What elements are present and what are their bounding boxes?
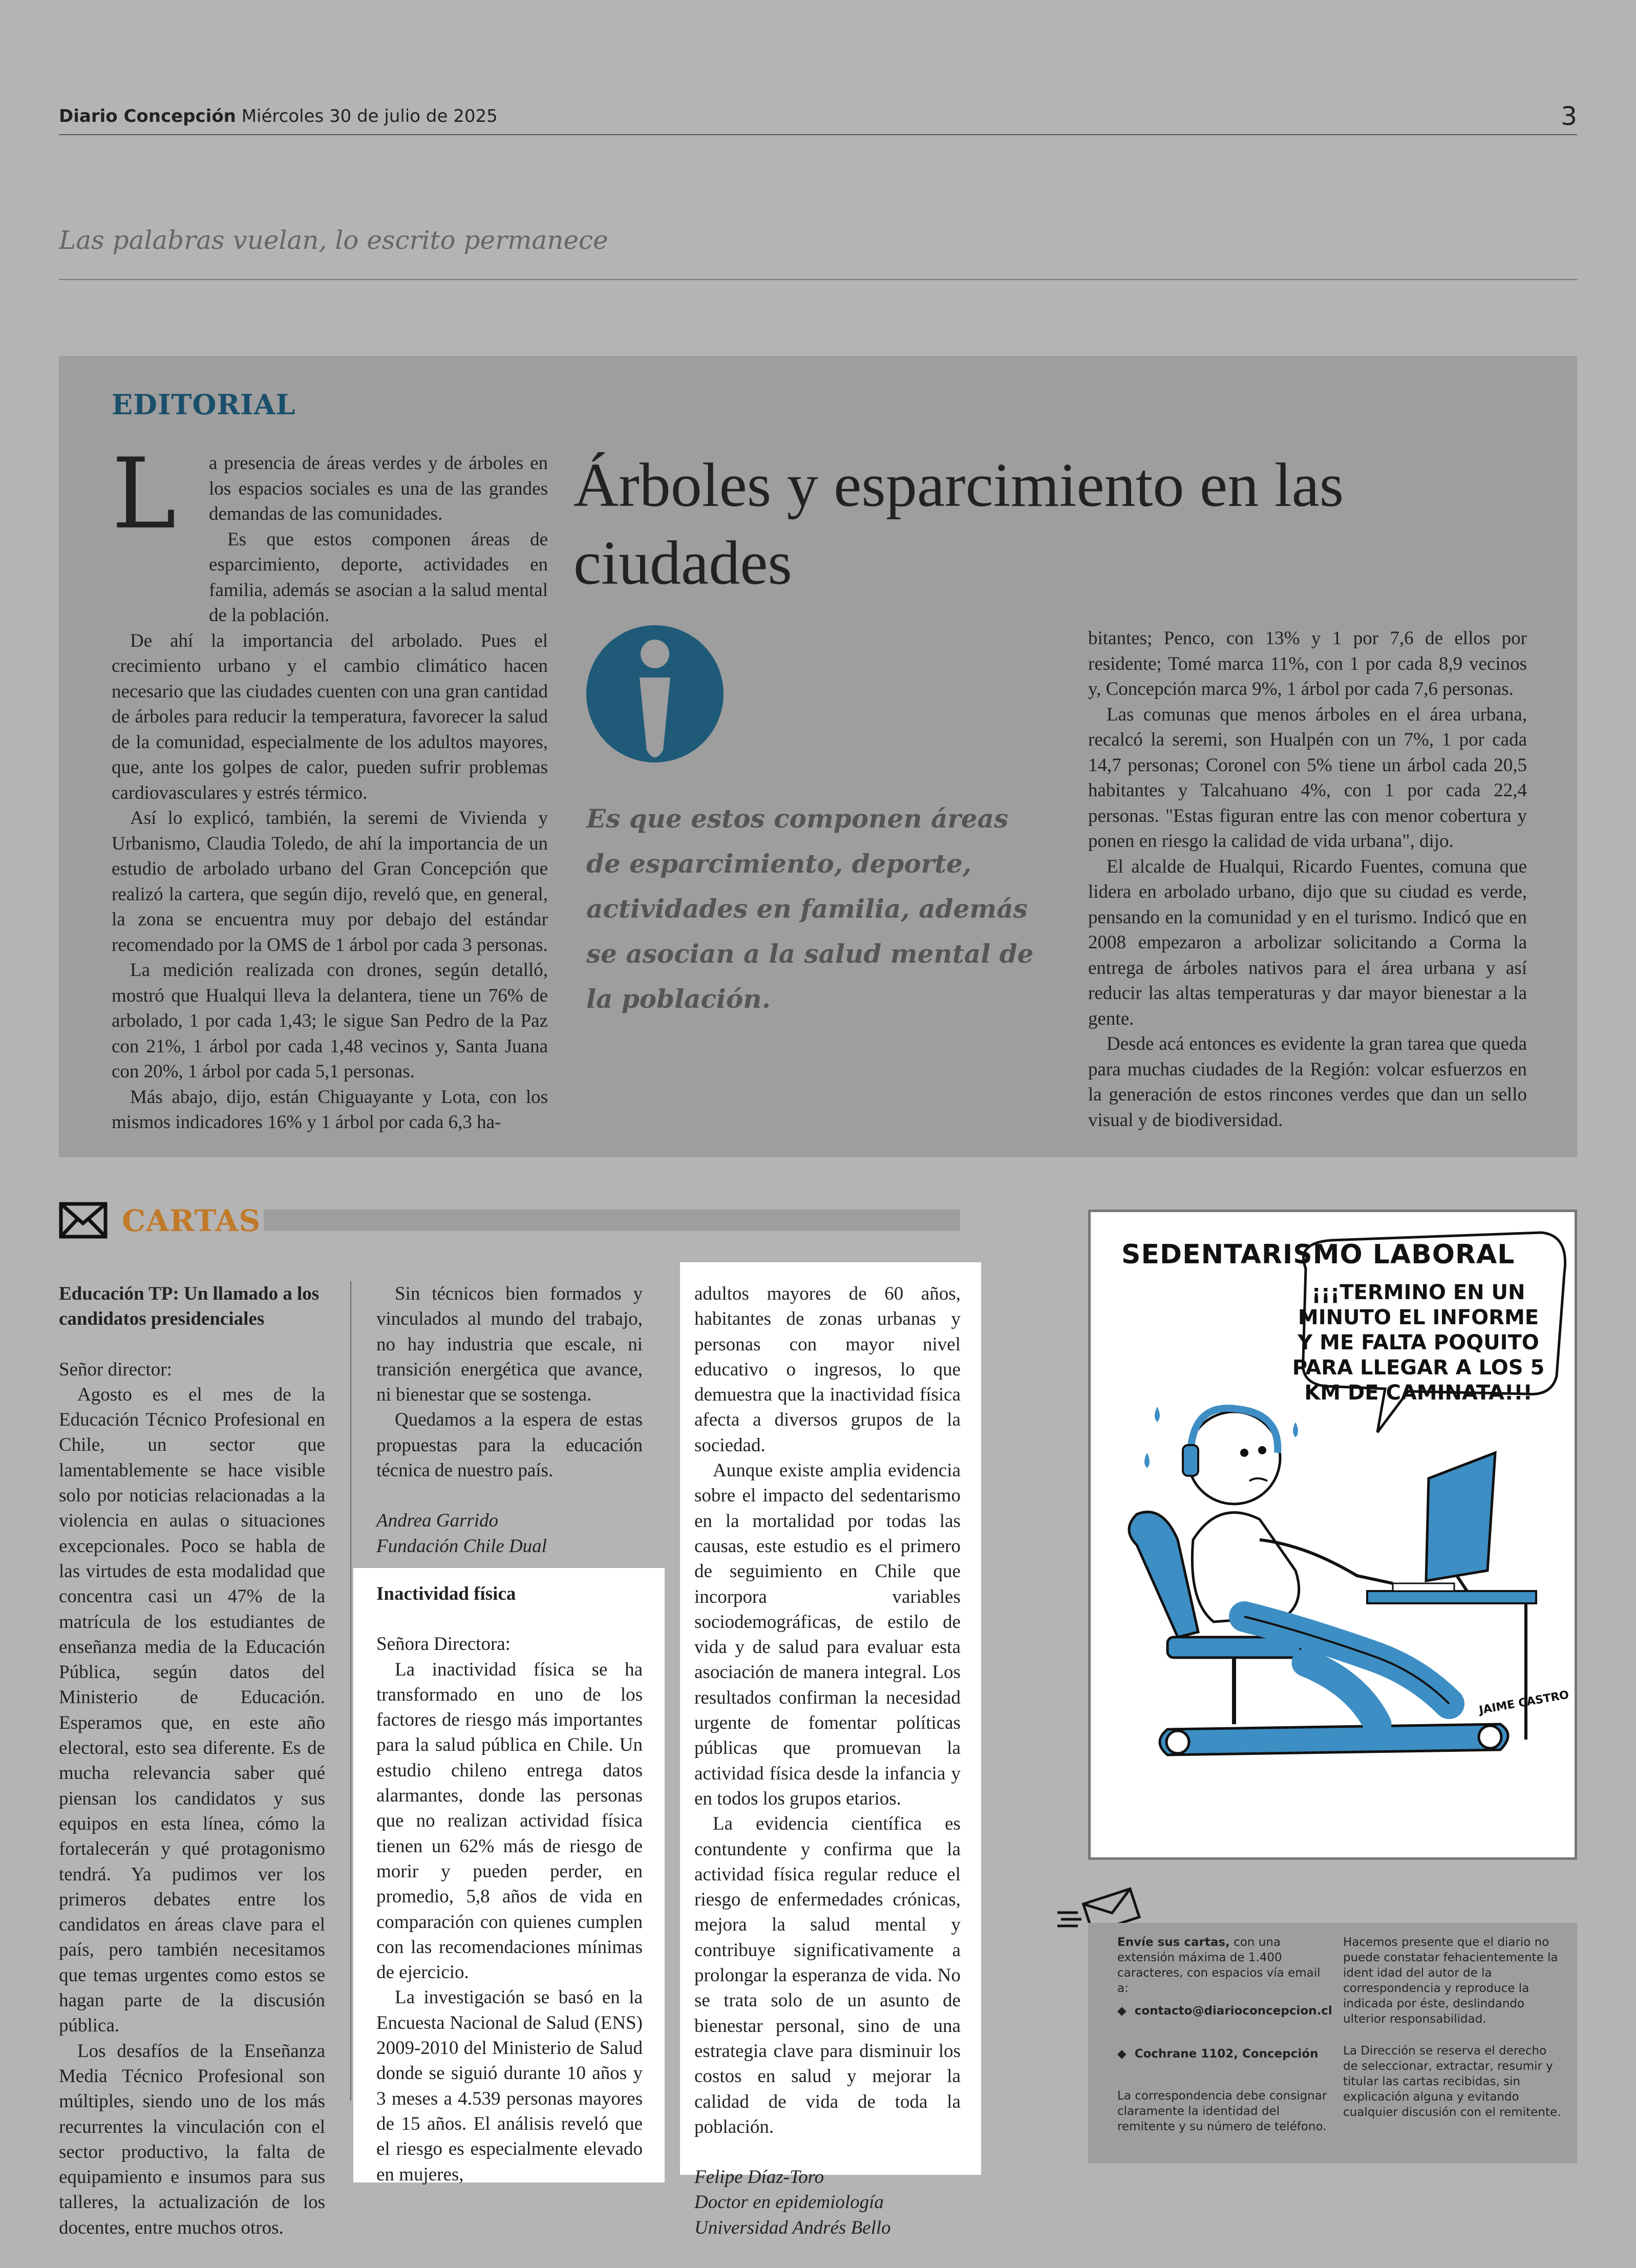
letter-signature-name: Felipe Díaz-Toro xyxy=(694,2167,824,2188)
cartoon-title: SEDENTARISMO LABORAL xyxy=(1121,1239,1515,1270)
letter-signature-title: Doctor en epidemiología xyxy=(694,2192,884,2213)
letter-salutation: Señor director: xyxy=(59,1359,172,1380)
editorial-column-1 xyxy=(112,451,548,1135)
section-motto: Las palabras vuelan, lo escrito permanece xyxy=(59,225,608,255)
cartoon-speech-text: ¡¡¡TERMINO EN UN MINUTO EL INFORME Y ME FALTA POQUITO PARA LLEGAR A LOS 5 KM DE CAMINATA!!! xyxy=(1292,1281,1545,1405)
editorial-paragraph: Más abajo, dijo, están Chiguayante y Lota, con los mismos indicadores 16% y 1 árbol por cada 6,3 ha- xyxy=(112,1086,548,1133)
envelope-icon xyxy=(59,1202,108,1239)
letter-paragraph: Quedamos a la espera de estas propuestas para la educación técnica de nuestro país. xyxy=(376,1409,643,1481)
letter-signature-org: Universidad Andrés Bello xyxy=(694,2217,891,2238)
send-note-left: La correspondencia debe consignar claramente la identidad del remitente y su número de teléfono. xyxy=(1117,2089,1327,2133)
letter-title: Inactividad física xyxy=(376,1583,516,1604)
editorial-paragraph: Así lo explicó, también, la seremi de Vivienda y Urbanismo, Claudia Toledo, de ahí la importancia de un estudio de arbolado urbano del Gran Concepción que realizó la cartera, que según dijo, reveló que, en general, la zona se encuentra muy por debajo del estándar recomendado por la OMS de 1 árbol por cada 3 personas. xyxy=(112,808,548,956)
editorial-paragraph: Es que estos componen áreas de esparcimiento, deporte, actividades en familia, además se asocian a la salud mental de la población. xyxy=(209,528,548,626)
letter-salutation: Señora Directora: xyxy=(376,1634,511,1655)
editorial-paragraph: El alcalde de Hualqui, Ricardo Fuentes, comuna que lidera en arbolado urbano, dijo que su ciudad es verde, pensando en la comunidad y en el turismo. Indicó que en 2008 empezaron a arbolizar solicitando a Corma la entrega de árboles nativos para el área urbana y así reducir las altas temperaturas y dar mayor bienestar a la gente. xyxy=(1088,856,1527,1029)
send-note-right-2: La Dirección se reserva el derecho de seleccionar, extractar, resumir y titular las cartas recibidas, sin explicación alguna y evitando cualquier discusión con el remitente. xyxy=(1343,2044,1561,2119)
letter-paragraph: La inactividad física se ha transformado en uno de los factores de riesgo más importantes para la salud pública en Chile. Un estudio chileno entrega datos alarmantes, donde las personas que no realizan actividad física tienen un 62% más de riesgo de morir y pueden perder, en promedio, 5,8 años de vida en comparación con quienes cumplen con las recomendaciones mínimas de ejercicio. xyxy=(376,1659,643,1983)
letter-paragraph: La investigación se basó en la Encuesta Nacional de Salud (ENS) 2009-2010 del Ministerio de Salud donde se siguió durante 10 años y 3 meses a 4.539 personas mayores de 15 años. El análisis reveló que el riesgo es especialmente elevado en mujeres, xyxy=(376,1987,643,2185)
letters-column-2-bottom xyxy=(376,1581,643,2187)
cartas-label: CARTAS xyxy=(122,1203,261,1238)
send-instructions-lead: Envíe sus cartas, xyxy=(1117,1936,1230,1949)
send-instructions xyxy=(1117,1935,1332,1996)
letters-column-2-top xyxy=(376,1281,643,1559)
contact-email-text[interactable]: contacto@diarioconcepcion.cl xyxy=(1134,2004,1332,2018)
letter-paragraph: Agosto es el mes de la Educación Técnico Profesional en Chile, un sector que lamentablemente se hace visible solo por noticias relacionadas a la violencia en aulas o situaciones excepcionales. Poco se habla de las virtudes de esta modalidad que concentra casi un 47% de la matrícula de los estudiantes de enseñanza media de la Educación Pública, según datos del Ministerio de Educación. Esperamos que, en este año electoral, esto sea diferente. Es de mucha relevancia saber qué piensan los candidatos y sus equipos en esta línea, cómo la fortalecerán y qué protagonismo tendrá. Ya pudimos ver los primeros debates entre los candidatos en áreas clave para el país, pero también necesitamos que temas urgentes como estos se hagan parte de la discusión pública. xyxy=(59,1384,325,2037)
header-rule xyxy=(59,134,1577,135)
editorial-paragraph: De ahí la importancia del arbolado. Pues el crecimiento urbano y el cambio climático hacen necesario que las ciudades cuenten con una gran cantidad de árboles para reducir la temperatura, favorecer la salud de la comunidad, especialmente de los adultos mayores, que, ante los golpes de calor, pueden sufrir problemas cardiovasculares y estrés térmico. xyxy=(112,630,548,803)
editorial-paragraph: Las comunas que menos árboles en el área urbana, recalcó la seremi, son Hualpén con un 7%, 1 por cada 14,7 personas; Coronel con 5% tiene un árbol cada 20,5 habitantes y Talcahuano 4%, con 1 por cada 22,4 personas. "Estas figuran entre las con menor cobertura y ponen en riesgo la calidad de vida urbana", dijo. xyxy=(1088,704,1527,852)
page-number: 3 xyxy=(1561,101,1577,131)
letters-column-1 xyxy=(59,1281,325,2240)
editorial-paragraph: bitantes; Penco, con 13% y 1 por 7,6 de ellos por residente; Tomé marca 11%, con 1 por cada 8,9 vecinos y, Concepción marca 9%, 1 árbol por cada 7,6 personas. xyxy=(1088,628,1527,700)
editorial-dropcap: L xyxy=(112,437,177,550)
editorial-column-3 xyxy=(1088,626,1527,1133)
info-icon xyxy=(586,622,724,766)
paper-name: Diario Concepción xyxy=(59,106,236,126)
letter-paragraph: Sin técnicos bien formados y vinculados al mundo del trabajo, no hay industria que escale, ni transición energética que avance, ni bienestar que se sostenga. xyxy=(376,1283,643,1406)
letters-column-3 xyxy=(694,1281,961,2240)
column-divider xyxy=(350,1281,351,2101)
motto-rule xyxy=(59,279,1577,280)
editorial-pull-quote: Es que estos componen áreas de esparcimiento, deporte, actividades en familia, además se asocian a la salud mental de la población. xyxy=(586,803,1034,1014)
letter-signature-org: Fundación Chile Dual xyxy=(376,1535,547,1557)
letter-paragraph: Los desafíos de la Enseñanza Media Técnico Profesional son múltiples, siendo uno de los más recurrentes la vinculación con el sector productivo, la falta de equipamiento e insumos para sus talleres, la actualización de los docentes, entre muchos otros. xyxy=(59,2040,325,2238)
editorial-title: Árboles y esparcimiento en las ciudades xyxy=(573,451,1344,598)
send-instructions-text: con una extensión máxima de 1.400 caracteres, con espacios vía email a: xyxy=(1117,1936,1321,1995)
editorial-paragraph: a presencia de áreas verdes y de árboles en los espacios sociales es una de las grandes demandas de las comunidades. xyxy=(209,453,548,524)
contact-email[interactable]: ◆ contacto@diarioconcepcion.cl xyxy=(1117,2004,1332,2018)
editorial-label: EDITORIAL xyxy=(112,388,296,421)
editorial-paragraph: La medición realizada con drones, según detalló, mostró que Hualqui lleva la delantera, tiene un 76% de arbolado, 1 por cada 1,43; le sigue San Pedro de la Paz con 21%, 1 árbol por cada 1,48 vecinos y, Santa Juana con 20%, 1 árbol por cada 5,1 personas. xyxy=(112,960,548,1082)
letter-paragraph: Aunque existe amplia evidencia sobre el impacto del sedentarismo en la mortalidad por todas las causas, este estudio es el primero de seguimiento en Chile que incorpora variables sociodemográficas, de estilo de vida y de salud para evaluar esta asociación de manera integral. Los resultados confirman la necesidad urgente de fomentar políticas públicas que promuevan la actividad física desde la infancia y en todos los grupos etarios. xyxy=(694,1460,961,1809)
send-note-right-1: Hacemos presente que el diario no puede constatar fehacientemente la ident idad del autor de la correspondencia y reproduce la indicada por éste, deslindando ulterior responsabilidad. xyxy=(1343,1936,1558,2026)
issue-date: Miércoles 30 de julio de 2025 xyxy=(241,106,498,126)
editorial-paragraph: Desde acá entonces es evidente la gran tarea que queda para muchas ciudades de la Región: volcar esfuerzos en la generación de estos rincones verdes que dan un sello visual y de biodiversidad. xyxy=(1088,1033,1527,1131)
contact-address: ◆ Cochrane 1102, Concepción xyxy=(1117,2047,1319,2061)
letter-signature-name: Andrea Garrido xyxy=(376,1510,499,1532)
cartoon-signature: JAIME CASTRO xyxy=(1478,1688,1570,1717)
letter-paragraph: La evidencia científica es contundente y confirma que la actividad física regular reduce el riesgo de enfermedades crónicas, mejora la salud mental y contribuye significativamente a prolongar la esperanza de vida. No se trata solo de un asunto de bienestar personal, sino de una estrategia clave para disminuir los costos en salud y mejorar la calidad de vida de toda la población. xyxy=(694,1813,961,2137)
cartas-header-bar xyxy=(264,1210,960,1231)
letter-title: Educación TP: Un llamado a los candidatos presidenciales xyxy=(59,1283,320,1330)
letter-paragraph: adultos mayores de 60 años, habitantes de zonas urbanas y personas con mayor nivel educativo o ingresos, lo que demuestra que la inactividad física afecta a diversos grupos de la sociedad. xyxy=(694,1283,961,1456)
header-masthead xyxy=(59,106,498,126)
contact-address-text: Cochrane 1102, Concepción xyxy=(1134,2047,1319,2061)
